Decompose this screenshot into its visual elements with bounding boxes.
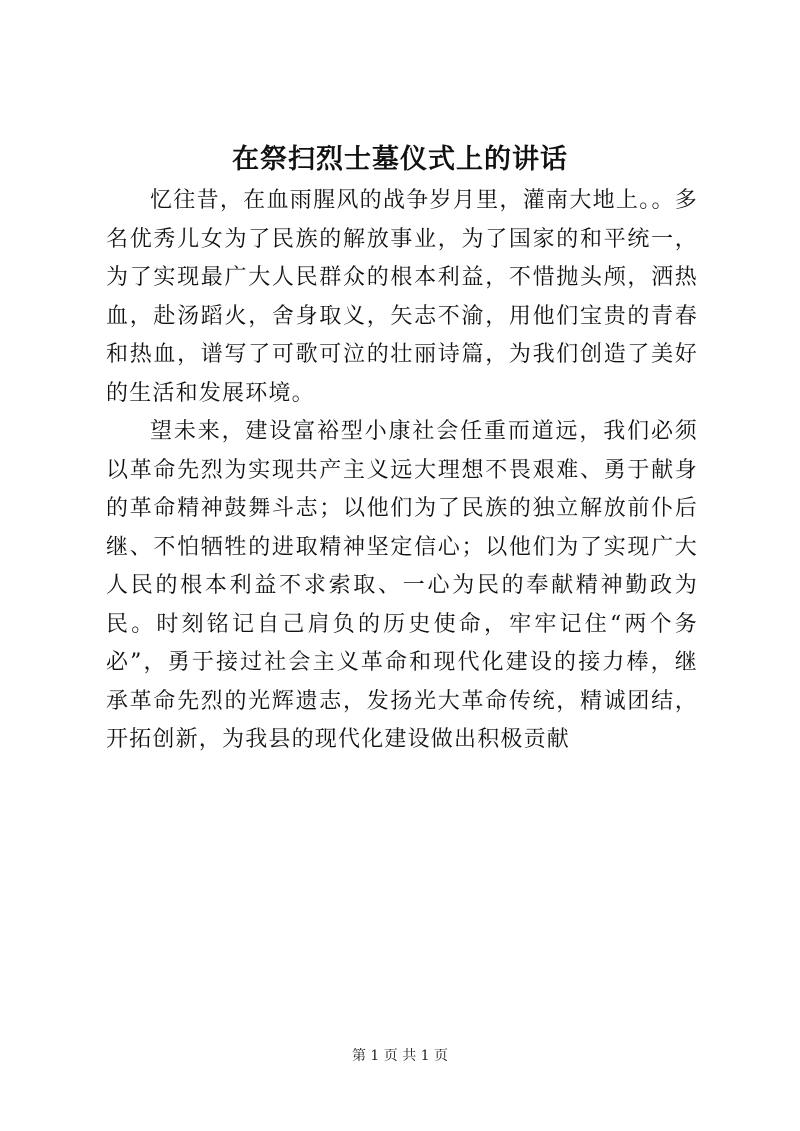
paragraph-recall-past: 忆往昔，在血雨腥风的战争岁月里，灌南大地上。。多名优秀儿女为了民族的解放事业，为了国家的和平统一，为了实现最广大人民群众的根本利益，不惜抛头颅，洒热血，赴汤蹈火，舍身取义，矢志不渝，用他们宝贵的青春和热血，谱写了可歌可泣的壮丽诗篇，为我们创造了美好的生活和发展环境。 [106,188,698,406]
paragraph-look-future: 望未来，建设富裕型小康社会任重而道远，我们必须以革命先烈为实现共产主义远大理想不畏艰难、勇于献身的革命精神鼓舞斗志；以他们为了民族的独立解放前仆后继、不怕牺牲的进取精神坚定信心；以他们为了实现广大人民的根本利益不求索取、一心为民的奉献精神勤政为民。时刻铭记自己肩负的历史使命，牢牢记住“两个务必”，勇于接过社会主义革命和现代化建设的接力棒，继承革命先烈的光辉遗志，发扬光大革命传统，精诚团结，开拓创新，为我县的现代化建设做出积极贡献 [106,419,698,752]
page-footer: 第 1 页 共 1 页 [351,1048,449,1064]
document-body [106,182,698,760]
document-title: 在祭扫烈士墓仪式上的讲话 [232,144,568,175]
